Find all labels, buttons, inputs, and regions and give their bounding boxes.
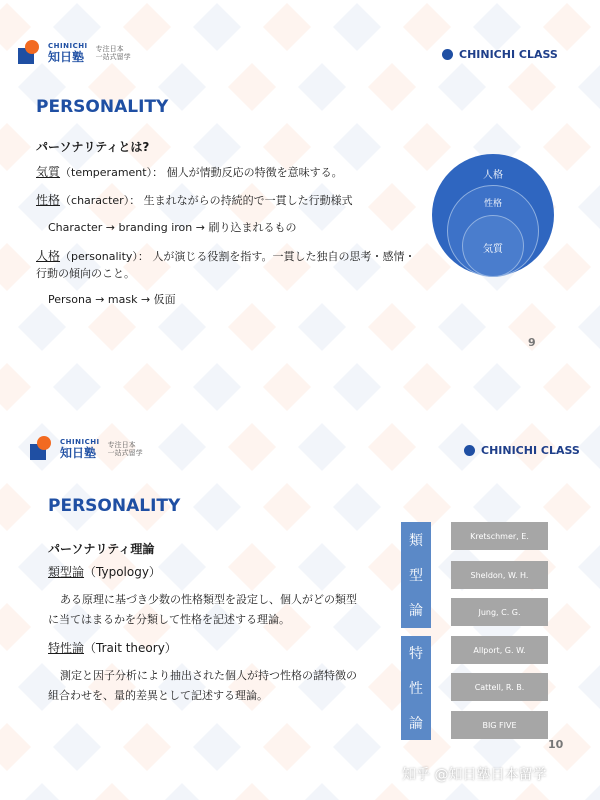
personality-line-2: 行動の傾向のこと。 bbox=[36, 267, 135, 280]
class-dot-icon bbox=[442, 49, 453, 60]
slide-2 bbox=[0, 400, 600, 800]
page-number: 9 bbox=[528, 336, 536, 349]
logo-tagline: 专注日本 一站式留学 bbox=[107, 440, 143, 457]
page-number: 10 bbox=[548, 738, 564, 751]
section-subtitle: パーソナリティ理論 bbox=[48, 542, 155, 556]
persona-example: Persona → mask → 仮面 bbox=[48, 293, 176, 306]
trait-group-label: 特 性 論 bbox=[401, 636, 431, 740]
class-label: CHINICHI CLASS bbox=[442, 48, 558, 61]
diagram-outer-label: 人格 bbox=[483, 170, 503, 181]
logo-jp: 知日塾 bbox=[60, 446, 97, 460]
class-dot-icon bbox=[464, 445, 475, 456]
theorist-cell: Jung, C. G. bbox=[451, 598, 548, 626]
section-subtitle: パーソナリティとは? bbox=[36, 140, 150, 154]
class-label: CHINICHI CLASS bbox=[464, 444, 580, 457]
theorist-cell: Allport, G. W. bbox=[451, 636, 548, 664]
logo-jp: 知日塾 bbox=[48, 50, 85, 64]
page-title: PERSONALITY bbox=[48, 496, 181, 516]
trait-desc-2: 組合わせを、量的差異として記述する理論。 bbox=[48, 689, 268, 702]
typology-group-label: 類 型 論 bbox=[401, 522, 431, 628]
slide-1 bbox=[0, 0, 600, 390]
theorist-cell: Sheldon, W. H. bbox=[451, 561, 548, 589]
logo-mark-icon bbox=[30, 436, 56, 462]
diagram-middle-label: 性格 bbox=[483, 199, 502, 209]
brand-logo bbox=[30, 436, 143, 462]
diagram-inner-label: 気質 bbox=[483, 244, 503, 255]
temperament-line: 気質（temperament）： 個人が情動反応の特徴を意味する。 bbox=[36, 165, 343, 179]
typology-heading: 類型論（Typology） bbox=[48, 565, 161, 579]
theorist-cell: Cattell, R. B. bbox=[451, 673, 548, 701]
logo-en: CHINICHI bbox=[48, 42, 88, 50]
footer-watermark: 知乎 @知日塾日本留学 bbox=[402, 767, 547, 783]
logo-mark-icon bbox=[18, 40, 44, 66]
personality-line: 人格（personality）： 人が演じる役割を指す。一貫した独自の思考・感情・ bbox=[36, 249, 416, 263]
trait-heading: 特性論（Trait theory） bbox=[48, 641, 177, 655]
theorist-cell: BIG FIVE bbox=[451, 711, 548, 739]
character-example: Character → branding iron → 刷り込まれるもの bbox=[48, 221, 297, 234]
brand-logo bbox=[18, 40, 131, 66]
page-title: PERSONALITY bbox=[36, 97, 169, 117]
typology-desc-2: に当てはまるかを分類して性格を記述する理論。 bbox=[48, 613, 290, 626]
typology-desc-1: ある原理に基づき少数の性格類型を設定し、個人がどの類型 bbox=[60, 593, 357, 606]
character-line: 性格（character）： 生まれながらの持続的で一貫した行動様式 bbox=[36, 193, 353, 207]
logo-en: CHINICHI bbox=[60, 438, 100, 446]
theorist-cell: Kretschmer, E. bbox=[451, 522, 548, 550]
logo-tagline: 专注日本 一站式留学 bbox=[95, 44, 131, 61]
trait-desc-1: 測定と因子分析により抽出された個人が持つ性格の諸特徴の bbox=[60, 669, 357, 682]
